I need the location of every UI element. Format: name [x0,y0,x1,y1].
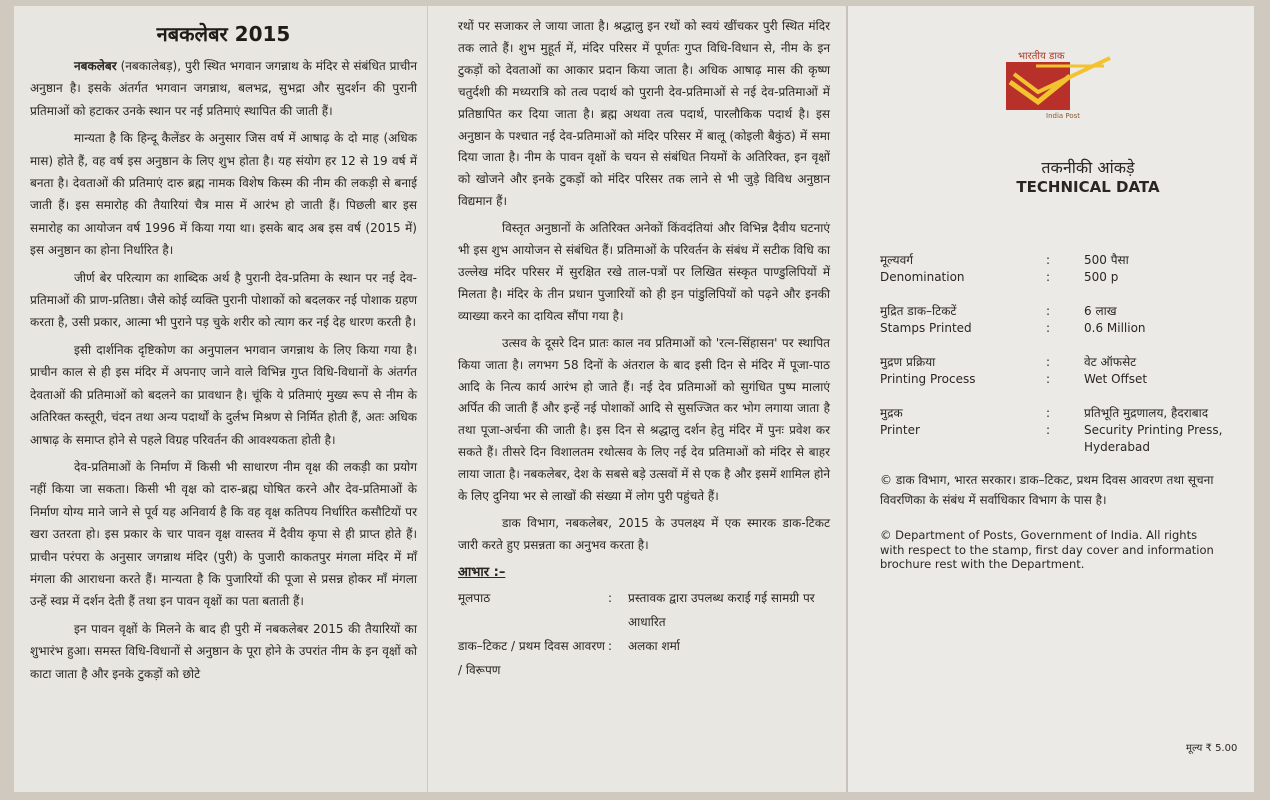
ack-colon: : [608,590,613,605]
paragraph: विस्तृत अनुष्ठानों के अतिरिक्त अनेकों किंवदंतियां और विभिन्न दैवीय घटनाएं भी इस शुभ आयोजन से संबंधित हैं। प्रतिमाओं के परिवर्तन के संबंध में सटीक विधि का उल्लेख मंदिर परिसर में सुरक्षित रखे ताल-पत्रों पर लिखित संस्कृत पाण्डुलिपियों में मिलता है। मंदिर के तीन प्रधान पुजारियों को ही इन पांडुलिपियों को पढ़ने और इनकी व्याख्या करने का दायित्व सौंपा गया है। [458,221,830,323]
ack-label: मूलपाठ [458,590,491,605]
logo-english-text: India Post [1046,112,1081,120]
spec-value-hindi: 6 लाख [1084,304,1117,318]
ack-value: प्रस्तावक द्वारा उपलब्ध कराई गई सामग्री पर आधारित [628,590,815,629]
panel-left [14,6,428,792]
intro-paragraph [30,55,417,122]
spec-colon: : [1046,406,1051,420]
spec-colon: : [1046,423,1051,437]
technical-data-heading-hindi: तकनीकी आंकड़े [1041,158,1135,177]
spec-value: 0.6 Million [1084,321,1146,335]
ack-value: अलका शर्मा [628,638,680,653]
ack-label: डाक–टिकट / प्रथम दिवस आवरण / विरूपण [458,638,605,677]
spec-label-hindi: मुद्रक [880,406,903,420]
spec-label-hindi: मुद्रित डाक–टिकटें [880,304,957,318]
panel-right [848,6,1254,792]
paragraph: मान्यता है कि हिन्दू कैलेंडर के अनुसार जिस वर्ष में आषाढ़ के दो माह (अधिक मास) होते हैं, वह वर्ष इस अनुष्ठान के लिए शुभ होता है। यह संयोग हर 12 से 19 वर्ष में बनता है। देवताओं की प्रतिमाएं दारु ब्रह्म नामक विशेष किस्म की नीम की लकड़ी से बनाई जाती हैं। इस समारोह की तैयारियां चैत्र मास में आरंभ हो जाती हैं। पिछली बार इस समारोह का आयोजन वर्ष 1996 में किया गया था। इसके बाद अब इस वर्ष (2015 में) इस अनुष्ठान का होना निर्धारित है। [30,131,417,258]
copyright-english: © Department of Posts, Government of India. All rights with respect to the stamp, first day cover and information brochure rest with the Department. [880,528,1214,571]
spec-label: Denomination [880,270,965,284]
intro-bold-term: नबकलेबर [74,59,117,73]
paragraph: इसी दार्शनिक दृष्टिकोण का अनुपालन भगवान जगन्नाथ के लिए किया गया है। प्राचीन काल से ही इस मंदिर में अपनाए जाने वाले विभिन्न गुप्त विधि-विधानों के अंतर्गत देवताओं की प्रतिमाओं को बदलने का प्रावधान है। चूंकि ये प्रतिमाएं मुख्य रूप से नीम के अतिरिक्त कस्तूरी, चंदन तथा अन्य पदार्थों के दुर्लभ मिश्रण से निर्मित होती हैं, अतः अधिक आषाढ़ के समाप्त होने से पहले विग्रह परिवर्तन की आवश्यकता होती है। [30,342,417,447]
logo-hindi-text: भारतीय डाक [1018,51,1065,62]
spec-label: Printer [880,423,920,437]
envelope-icon [1006,56,1124,116]
spec-label: Stamps Printed [880,321,972,335]
acknowledgement-heading: आभार :– [458,564,506,580]
spec-colon: : [1046,372,1051,386]
paragraph: रथों पर सजाकर ले जाया जाता है। श्रद्धालु इन रथों को स्वयं खींचकर पुरी स्थित मंदिर तक लाते हैं। शुभ मुहूर्त में, मंदिर परिसर में पूर्णतः गुप्त विधि-विधान से, नीम के इन टुकड़ों को देवताओं का आकार प्रदान किया जाता है। अधिक आषाढ़ मास की कृष्ण चतुर्दशी की मध्यरात्रि को तत्व पदार्थ को पुरानी देव-प्रतिमाओं से नई देव-प्रतिमाओं में प्रतिष्ठापित कर दिया जाता है। ब्रह्म अथवा तत्व पदार्थ, पारलौकिक पदार्थ है। इस अनुष्ठान के पश्चात नई देव-प्रतिमाओं को मंदिर परिसर में बालू (कोइली बैकुंठ) में समा दिया जाता है। नीम के पावन वृक्षों के चयन से संबंधित नियमों के अतिरिक्त, इन वृक्षों को खोजने और इनके टुकड़ों को मंदिर परिसर तक लाने से भी जुड़े विविध अनुष्ठान विद्यमान हैं। [458,19,830,209]
spec-label-hindi: मुद्रण प्रक्रिया [880,355,936,369]
technical-data-heading: TECHNICAL DATA [1016,178,1160,196]
spec-value: Wet Offset [1084,372,1148,386]
spec-value: 500 p [1084,270,1119,284]
spec-value-hindi: वेट ऑफसेट [1084,355,1137,369]
acknowledgement-row [458,634,830,682]
paragraph: उत्सव के दूसरे दिन प्रातः काल नव प्रतिमाओं को 'रत्न-सिंहासन' पर स्थापित किया जाता है। लगभग 58 दिनों के अंतराल के बाद इसी दिन से मंदिर में पूजा-पाठ आदि के नित्य कार्य आरंभ हो जाते हैं। नई देव प्रतिमाओं को सुगंधित पुष्प मालाएं अर्पित की जाती हैं और इन्हें नई पोशाकों आदि से सुसज्जित कर भोग लगाया जाता है तथा पूजा-अर्चना की जाती है। इस दिन से श्रद्धालु दर्शन हेतु मंदिर में पुनः प्रवेश कर सकते हैं। तीसरे दिन विशालतम रथोत्सव के लिए नई देव प्रतिमाओं को मंदिर से बाहर लाया जाता है। नबकलेबर, देश के सबसे बड़े उत्सवों में से एक है और इसमें शामिल होने के लिए दुनिया भर से लाखों की संख्या में लोग पुरी पहुंचते हैं। [458,335,830,504]
brochure [14,6,1254,792]
spec-colon: : [1046,355,1051,369]
paragraph: देव-प्रतिमाओं के निर्माण में किसी भी साधारण नीम वृक्ष की लकड़ी का प्रयोग नहीं किया जा सकता। किसी भी वृक्ष को दारु-ब्रह्म घोषित करने और देव-प्रतिमाओं के निर्माण योग्य माने जाने से पूर्व यह अनिवार्य है कि वह वृक्ष कतिपय निर्धारित कसौटियों पर खरा उतरता हो। इस प्रकार के चार पावन वृक्ष वास्तव में दैवीय कृपा से ही प्राप्त होते हैं। प्राचीन परंपरा के अनुसार जगन्नाथ मंदिर (पुरी) के पुजारी काकतपुर मंगला मंदिर में माँ मंगला की आराधना करते हैं। मान्यता है कि पुजारियों की पूजा से प्रसन्न होकर माँ मंगला उन्हें स्वप्न में दर्शन देती हैं तथा इन पावन वृक्षों का पता बताती हैं। [30,459,417,609]
india-post-logo [1006,48,1124,132]
spec-colon: : [1046,304,1051,318]
price-label: मूल्य ₹ 5.00 [1186,743,1238,754]
paragraph: डाक विभाग, नबकलेबर, 2015 के उपलक्ष्य में एक स्मारक डाक-टिकट जारी करते हुए प्रसन्नता का अनुभव करता है। [458,515,830,552]
spec-colon: : [1046,321,1051,335]
panel-middle [428,6,848,792]
spec-label: Printing Process [880,372,976,386]
spec-value: Security Printing Press, Hyderabad [1084,423,1223,454]
intro-text: (नबकालेबड़), पुरी स्थित भगवान जगन्नाथ के मंदिर से संबंधित प्राचीन अनुष्ठान है। इसके अंतर्गत भगवान जगन्नाथ, बलभद्र, सुभद्रा और सुदर्शन की पुरानी प्रतिमाओं को हटाकर उनके स्थान पर नई प्रतिमाएं स्थापित की जाती हैं। [30,59,417,118]
page-title: नबकलेबर 2015 [156,22,291,46]
spec-colon: : [1046,270,1051,284]
paragraph: इन पावन वृक्षों के मिलने के बाद ही पुरी में नबकलेबर 2015 की तैयारियों का शुभारंभ हुआ। समस्त विधि-विधानों से अनुष्ठान के पूरा होने के उपरांत नीम के इन वृक्षों को काटा जाता है और इनके टुकड़ों को छोटे [30,621,417,681]
spec-value-hindi: प्रतिभूति मुद्रणालय, हैदराबाद [1084,406,1209,420]
spec-colon: : [1046,253,1051,267]
copyright-hindi: © डाक विभाग, भारत सरकार। डाक–टिकट, प्रथम दिवस आवरण तथा सूचना विवरणिका के संबंध में सर्वाधिकार विभाग के पास है। [880,473,1214,507]
paragraph: जीर्ण बेर परित्याग का शाब्दिक अर्थ है पुरानी देव-प्रतिमा के स्थान पर नई देव-प्रतिमाओं की प्राण-प्रतिष्ठा। जैसे कोई व्यक्ति पुरानी पोशाकों को बदलकर नई पोशाक ग्रहण करता है, उसी प्रकार, आत्मा भी पुराने पड़ चुके शरीर को त्याग कर नई देह धारण करती है। [30,270,417,330]
ack-colon: : [608,638,613,653]
spec-value-hindi: 500 पैसा [1084,253,1129,267]
spec-label-hindi: मूल्यवर्ग [880,253,914,267]
acknowledgement-row [458,586,830,634]
